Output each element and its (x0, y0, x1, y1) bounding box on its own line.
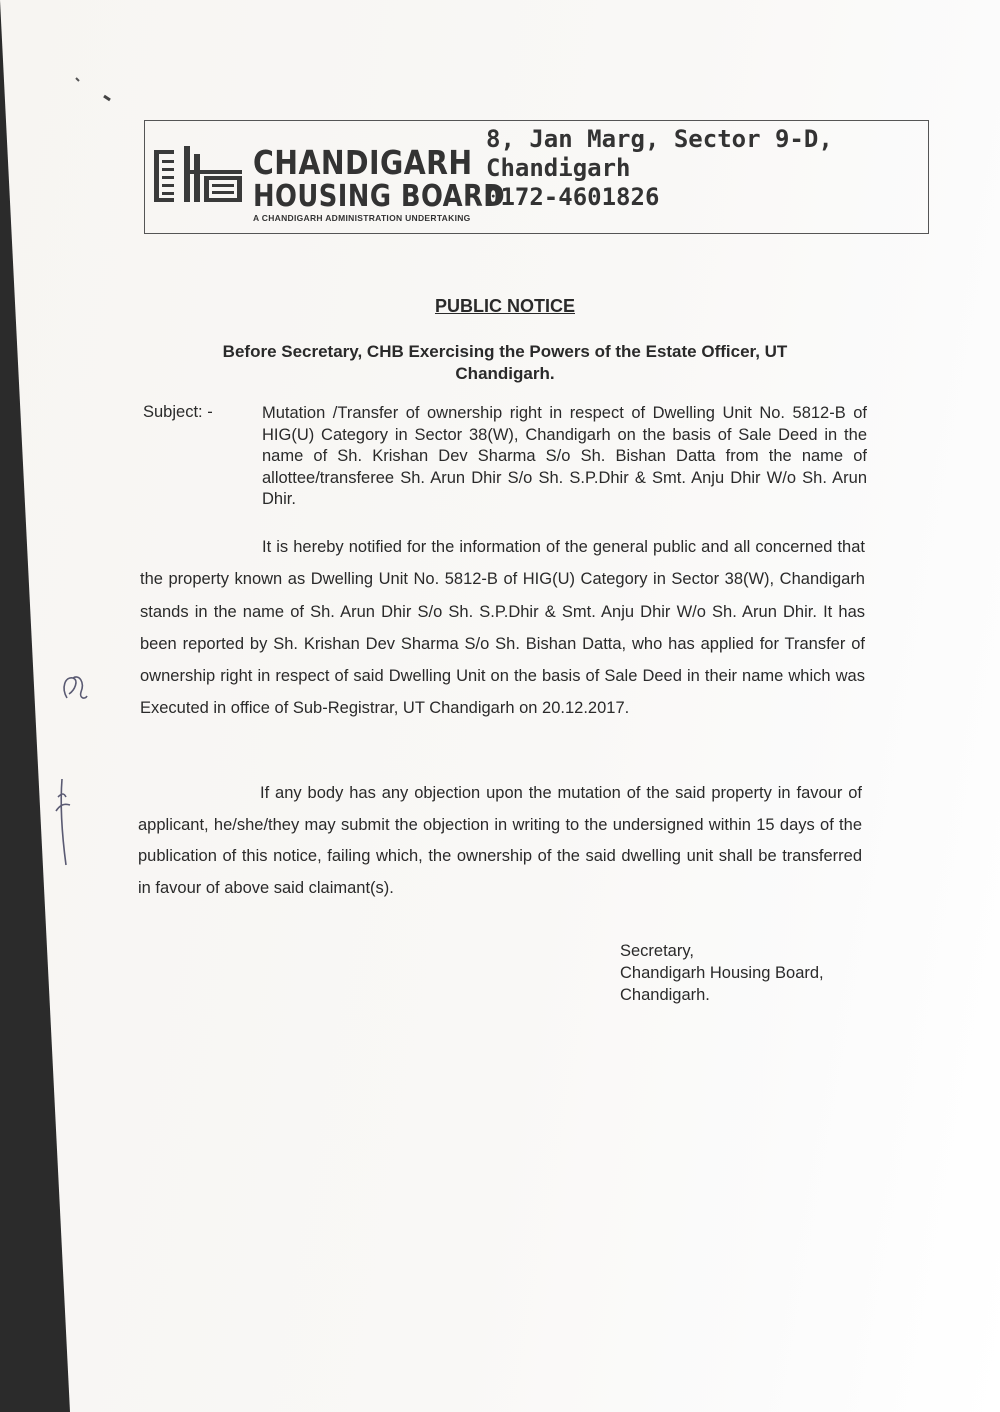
subject-text: Mutation /Transfer of ownership right in respect of Dwelling Unit No. 5812-B of HIG(U) Category in Sector 38(W), Chandigarh on the basis of Sale Deed in the name of Sh. Krishan Dev Sharma S/o Sh. Bishan Datta from the name of allottee/transferee Sh. Arun Dhir S/o Sh. S.P.Dhir & Smt. Anju Dhir W/o Sh. Arun Dhir. (262, 404, 867, 508)
org-tagline: A CHANDIGARH ADMINISTRATION UNDERTAKING (253, 213, 471, 223)
scan-speck-marks (70, 70, 120, 130)
phone-number: 0172-4601826 (486, 183, 660, 211)
letterhead (144, 120, 929, 234)
handwritten-initial-mark (55, 668, 95, 708)
org-address (486, 125, 833, 212)
signature-line3: Chandigarh. (620, 986, 710, 1004)
org-name-line2: HOUSING BOARD (253, 179, 506, 214)
org-name-line1: CHANDIGARH (253, 143, 473, 182)
handwritten-tick-mark (50, 775, 80, 870)
notice-paragraph-1: It is hereby notified for the information of the general public and all concerned that the property known as Dwelling Unit No. 5812-B of HIG(U) Category in Sector 38(W), Chandigarh stands in the name of Sh. Arun Dhir S/o Sh. S.P.Dhir & Smt. Anju Dhir W/o Sh. Arun Dhir. It has been reported by Sh. Krishan Dev Sharma S/o Sh. Bishan Datta, who has applied for Transfer of ownership right in respect of said Dwelling Unit on the basis of Sale Deed in their name which was Executed in office of Sub-Registrar, UT Chandigarh on 20.12.2017. (140, 538, 865, 718)
chb-logo-icon (154, 146, 244, 206)
authority-line1: Before Secretary, CHB Exercising the Powers of the Estate Officer, UT (222, 342, 788, 361)
signature-line2: Chandigarh Housing Board, (620, 964, 824, 982)
authority-line2: Chandigarh. (455, 364, 555, 383)
notice-title: PUBLIC NOTICE (434, 296, 575, 316)
notice-authority (190, 341, 820, 385)
notice-paragraph-2: If any body has any objection upon the mutation of the said property in favour of applicant, he/she/they may submit the objection in writing to the undersigned within 15 days of the publication of this notice, failing which, the ownership of the said dwelling unit shall be transferred in favour of above said claimant(s). (138, 784, 862, 897)
signature-block (620, 940, 824, 1006)
address-line1: 8, Jan Marg, Sector 9-D, (486, 125, 833, 153)
address-line2: Chandigarh (486, 154, 631, 182)
subject-label: Subject: - (143, 403, 213, 421)
signature-line1: Secretary, (620, 942, 694, 960)
